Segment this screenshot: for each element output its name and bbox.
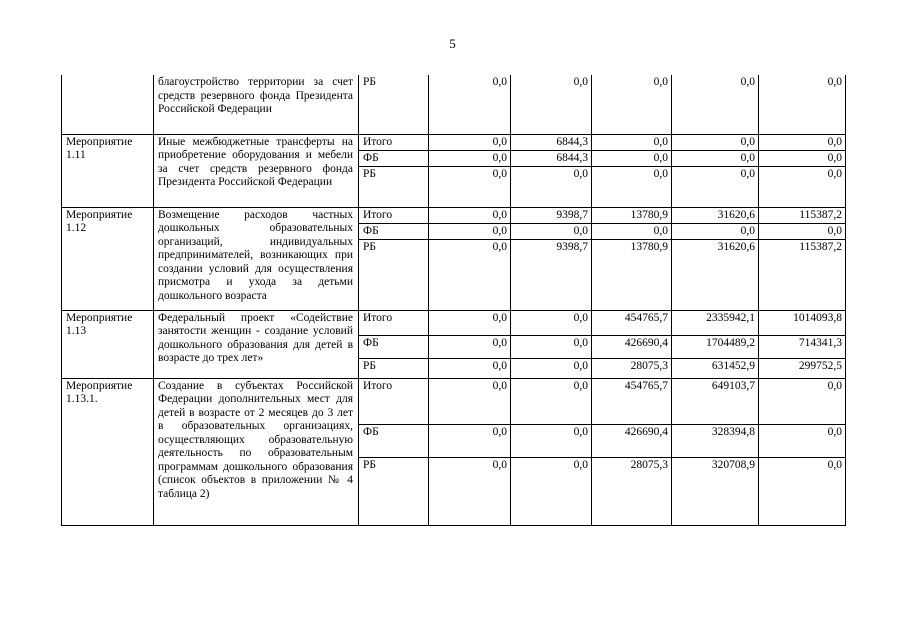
value-cell: 320708,9 <box>672 457 759 525</box>
value-cell: 0,0 <box>511 335 592 358</box>
value-cell: 0,0 <box>672 223 759 239</box>
value-cell: 714341,3 <box>759 335 846 358</box>
value-cell: 0,0 <box>429 134 511 150</box>
value-cell: 0,0 <box>429 335 511 358</box>
value-cell: 0,0 <box>429 75 511 134</box>
table-row <box>62 207 846 223</box>
measure-code-cell: Мероприятие 1.13.1. <box>62 378 154 525</box>
measure-description-cell: Создание в субъектах Российской Федерации дополнительных мест для детей в возрасте от 2 месяцев до 3 лет в образовательных организациях, осуществляющих образовательную деятельность по образовательным программам дошкольного образования (список объектов в приложении № 4 таблица 2) <box>154 378 359 525</box>
value-cell: 115387,2 <box>759 239 846 310</box>
funding-source-cell: Итого <box>359 310 429 335</box>
value-cell: 0,0 <box>429 223 511 239</box>
value-cell: 0,0 <box>511 424 592 457</box>
value-cell: 0,0 <box>672 134 759 150</box>
funding-source-cell: Итого <box>359 134 429 150</box>
value-cell: 1704489,2 <box>672 335 759 358</box>
funding-source-cell: РБ <box>359 239 429 310</box>
value-cell: 299752,5 <box>759 358 846 378</box>
funding-source-cell: РБ <box>359 358 429 378</box>
page-number: 5 <box>449 36 456 51</box>
budget-table <box>61 75 846 526</box>
value-cell: 631452,9 <box>672 358 759 378</box>
measure-code-cell: Мероприятие 1.11 <box>62 134 154 207</box>
value-cell: 28075,3 <box>592 358 672 378</box>
value-cell: 0,0 <box>672 166 759 207</box>
value-cell: 0,0 <box>759 150 846 166</box>
value-cell: 426690,4 <box>592 424 672 457</box>
measure-description-cell: Иные межбюджетные трансферты на приобретение оборудования и мебели за счет средств резервного фонда Президента Российской Федерации <box>154 134 359 207</box>
value-cell: 328394,8 <box>672 424 759 457</box>
value-cell: 0,0 <box>592 150 672 166</box>
value-cell: 0,0 <box>429 457 511 525</box>
value-cell: 13780,9 <box>592 207 672 223</box>
funding-source-cell: ФБ <box>359 335 429 358</box>
measure-code-cell: Мероприятие 1.12 <box>62 207 154 310</box>
value-cell: 0,0 <box>592 166 672 207</box>
value-cell: 0,0 <box>759 166 846 207</box>
funding-source-cell: ФБ <box>359 223 429 239</box>
value-cell: 0,0 <box>511 75 592 134</box>
value-cell: 0,0 <box>511 223 592 239</box>
value-cell: 0,0 <box>511 310 592 335</box>
value-cell: 649103,7 <box>672 378 759 424</box>
value-cell: 13780,9 <box>592 239 672 310</box>
value-cell: 0,0 <box>759 223 846 239</box>
value-cell: 0,0 <box>759 424 846 457</box>
funding-source-cell: ФБ <box>359 424 429 457</box>
value-cell: 0,0 <box>511 358 592 378</box>
funding-source-cell: Итого <box>359 207 429 223</box>
value-cell: 0,0 <box>511 166 592 207</box>
value-cell: 1014093,8 <box>759 310 846 335</box>
value-cell: 0,0 <box>429 166 511 207</box>
value-cell: 2335942,1 <box>672 310 759 335</box>
value-cell: 0,0 <box>429 378 511 424</box>
value-cell: 9398,7 <box>511 207 592 223</box>
table-row <box>62 378 846 424</box>
value-cell: 6844,3 <box>511 150 592 166</box>
table-row <box>62 310 846 335</box>
value-cell: 0,0 <box>592 223 672 239</box>
value-cell: 0,0 <box>511 378 592 424</box>
funding-source-cell: РБ <box>359 75 429 134</box>
value-cell: 0,0 <box>429 207 511 223</box>
value-cell: 0,0 <box>592 134 672 150</box>
funding-source-cell: Итого <box>359 378 429 424</box>
value-cell: 0,0 <box>429 150 511 166</box>
value-cell: 0,0 <box>592 75 672 134</box>
value-cell: 31620,6 <box>672 239 759 310</box>
measure-description-cell: Федеральный проект «Содействие занятости женщин - создание условий дошкольного образования для детей в возрасте до трех лет» <box>154 310 359 378</box>
value-cell: 6844,3 <box>511 134 592 150</box>
value-cell: 0,0 <box>759 378 846 424</box>
value-cell: 0,0 <box>672 75 759 134</box>
value-cell: 31620,6 <box>672 207 759 223</box>
value-cell: 454765,7 <box>592 310 672 335</box>
value-cell: 0,0 <box>429 239 511 310</box>
table-row <box>62 134 846 150</box>
measure-code-cell <box>62 75 154 134</box>
measure-description-cell: Возмещение расходов частных дошкольных образовательных организаций, индивидуальных предпринимателей, возникающих при создании условий для осуществления присмотра и ухода за детьми дошкольного возраста <box>154 207 359 310</box>
value-cell: 9398,7 <box>511 239 592 310</box>
value-cell: 0,0 <box>429 424 511 457</box>
value-cell: 0,0 <box>759 134 846 150</box>
funding-source-cell: ФБ <box>359 150 429 166</box>
funding-source-cell: РБ <box>359 457 429 525</box>
value-cell: 0,0 <box>511 457 592 525</box>
value-cell: 0,0 <box>672 150 759 166</box>
value-cell: 0,0 <box>429 358 511 378</box>
value-cell: 0,0 <box>759 457 846 525</box>
funding-source-cell: РБ <box>359 166 429 207</box>
measure-description-cell: благоустройство территории за счет средств резервного фонда Президента Российской Федерации <box>154 75 359 134</box>
measure-code-cell: Мероприятие 1.13 <box>62 310 154 378</box>
table-row <box>62 75 846 134</box>
value-cell: 115387,2 <box>759 207 846 223</box>
value-cell: 426690,4 <box>592 335 672 358</box>
value-cell: 0,0 <box>759 75 846 134</box>
value-cell: 0,0 <box>429 310 511 335</box>
value-cell: 454765,7 <box>592 378 672 424</box>
value-cell: 28075,3 <box>592 457 672 525</box>
